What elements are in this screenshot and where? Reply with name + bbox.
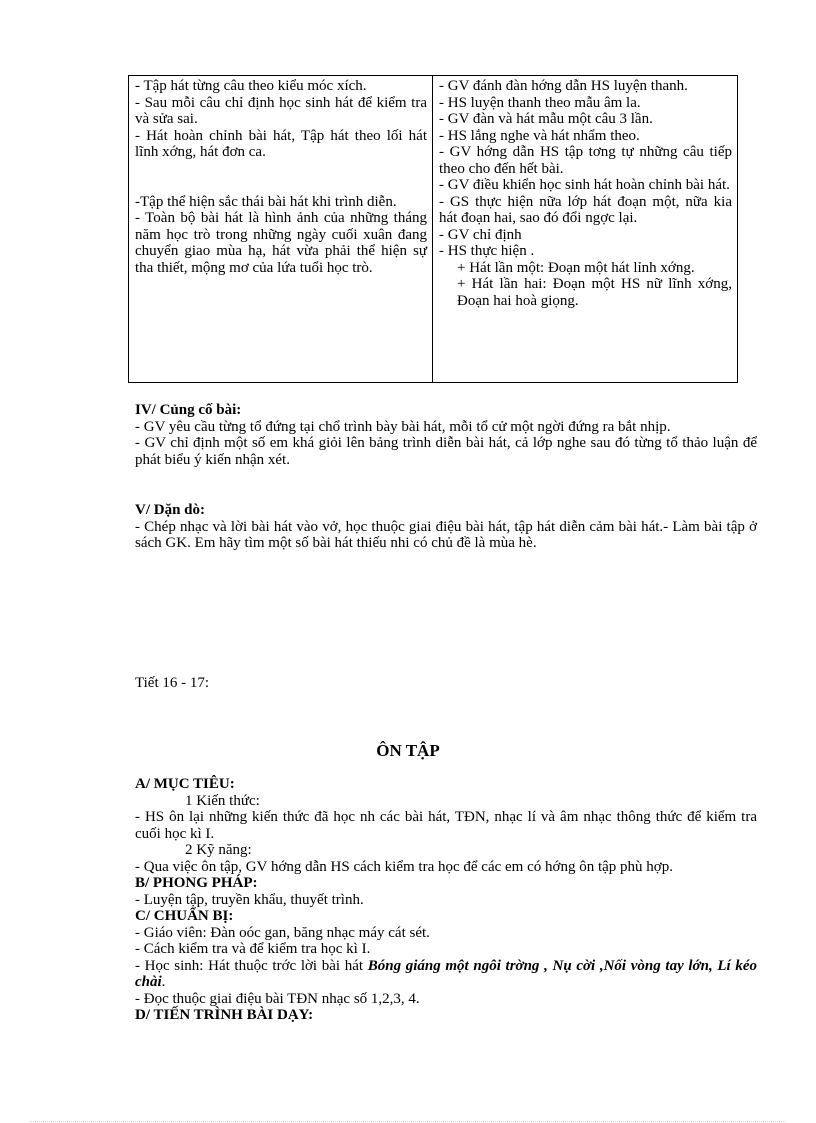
activity-column	[433, 76, 737, 382]
song-titles: Bóng giáng một ngôi trờng , Nụ cời ,Nối vòng tay lớn, Lí kéo chài	[135, 957, 758, 990]
lesson-plan-body	[135, 776, 757, 1024]
table-left-line: -Tập thể hiện sắc thái bài hát khi trình diễn.	[135, 193, 397, 210]
table-right-line: - GV điều khiển học sinh hát hoàn chỉnh bài hát.	[439, 177, 730, 193]
paragraph: - Qua việc ôn tập, GV hớng dẫn HS cách kiểm tra học để các em có hớng ôn tập phù hợp.	[135, 858, 673, 875]
page-footer-rule	[30, 1121, 786, 1122]
table-right-line: - GV đàn và hát mẫu một câu 3 lần.	[439, 111, 653, 127]
paragraph: - Đọc thuộc giai điệu bài TĐN nhạc số 1,2,3, 4.	[135, 990, 420, 1007]
section-cung-co	[135, 402, 757, 468]
text: .	[161, 974, 166, 990]
table-left-line: - Sau mỗi câu chỉ định học sinh hát để kiểm tra và sửa sai.	[135, 94, 427, 127]
section-heading: V/ Dặn dò:	[135, 502, 206, 518]
paragraph	[135, 958, 757, 991]
lesson-number: Tiết 16 - 17:	[135, 675, 210, 691]
page-title: ÔN TẬP	[376, 741, 440, 760]
text: - Học sinh: Hát thuộc trớc lời bài hát	[135, 957, 368, 974]
table-left-line: - Toàn bộ bài hát là hình ảnh của những tháng năm học trò trong những ngày cuối xuân đang chuyển giao mùa hạ, hát vừa phải thể hiện sự tha thiết, mộng mơ của lứa tuổi học trò.	[135, 210, 427, 276]
section-heading: B/ PHONG PHÁP:	[135, 875, 258, 891]
table-right-line: - GV chỉ định	[439, 226, 522, 243]
paragraph: - GV chỉ định một số em khá giỏi lên bảng trình diễn bài hát, cả lớp nghe sau đó từng tổ thảo luận để phát biểu ý kiến nhận xét.	[135, 435, 757, 468]
table-right-line: - GS thực hiện nữa lớp hát đoạn một, nữa kia hát đoạn hai, sao đó đổi ngợc lại.	[439, 193, 732, 226]
paragraph: - Cách kiểm tra và để kiểm tra học kì I.	[135, 941, 371, 957]
section-heading: C/ CHUẨN BỊ:	[135, 908, 234, 924]
section-heading: IV/ Củng cố bài:	[135, 402, 242, 418]
table-right-line: - HS luyện thanh theo mẫu âm la.	[439, 94, 641, 111]
section-heading: A/ MỤC TIÊU:	[135, 776, 235, 792]
lesson-activity-table	[128, 75, 738, 383]
table-right-line: + Hát lần hai: Đoạn một HS nữ lĩnh xớng, Đoạn hai hoà giọng.	[457, 276, 732, 309]
table-right-line: - HS lắng nghe và hát nhẩm theo.	[439, 127, 640, 144]
table-right-line: + Hát lần một: Đoạn một hát lỉnh xớng.	[457, 259, 695, 276]
paragraph: - Chép nhạc và lời bài hát vào vở, học thuộc giai điệu bài hát, tập hát diễn cảm bài hát.- Làm bài tập ở sách GK. Em hãy tìm một số bài hát thiếu nhi có chủ đề là mùa hè.	[135, 518, 757, 551]
paragraph: - GV yêu cầu từng tổ đứng tại chổ trình bày bài hát, mỗi tổ cử một ngời đứng ra bắt nhịp.	[135, 418, 671, 435]
paragraph: - Luyện tập, truyền khẩu, thuyết trình.	[135, 891, 364, 908]
section-dan-do	[135, 502, 757, 552]
table-right-line: - GV đánh đàn hớng dẫn HS luyện thanh.	[439, 78, 688, 94]
table-left-line: - Hát hoàn chỉnh bài hát, Tập hát theo lối hát lĩnh xớng, hát đơn ca.	[135, 127, 427, 160]
sub-heading: 2 Kỹ năng:	[185, 842, 252, 858]
paragraph: - HS ôn lại những kiến thức đã học nh các bài hát, TĐN, nhạc lí và âm nhạc thông thức để kiểm tra cuối học kì I.	[135, 809, 757, 842]
paragraph: - Giáo viên: Đàn oóc gan, băng nhạc máy cát sét.	[135, 924, 430, 941]
sub-heading: 1 Kiến thức:	[185, 792, 260, 809]
table-left-line: - Tập hát từng câu theo kiểu móc xích.	[135, 78, 367, 94]
teacher-content-column	[129, 76, 433, 382]
table-right-line: - HS thực hiện .	[439, 243, 535, 259]
table-right-line: - GV hớng dẫn HS tập tơng tự những câu tiếp theo cho đến hết bài.	[439, 144, 732, 177]
section-heading: D/ TIẾN TRÌNH BÀI DẠY:	[135, 1007, 314, 1023]
